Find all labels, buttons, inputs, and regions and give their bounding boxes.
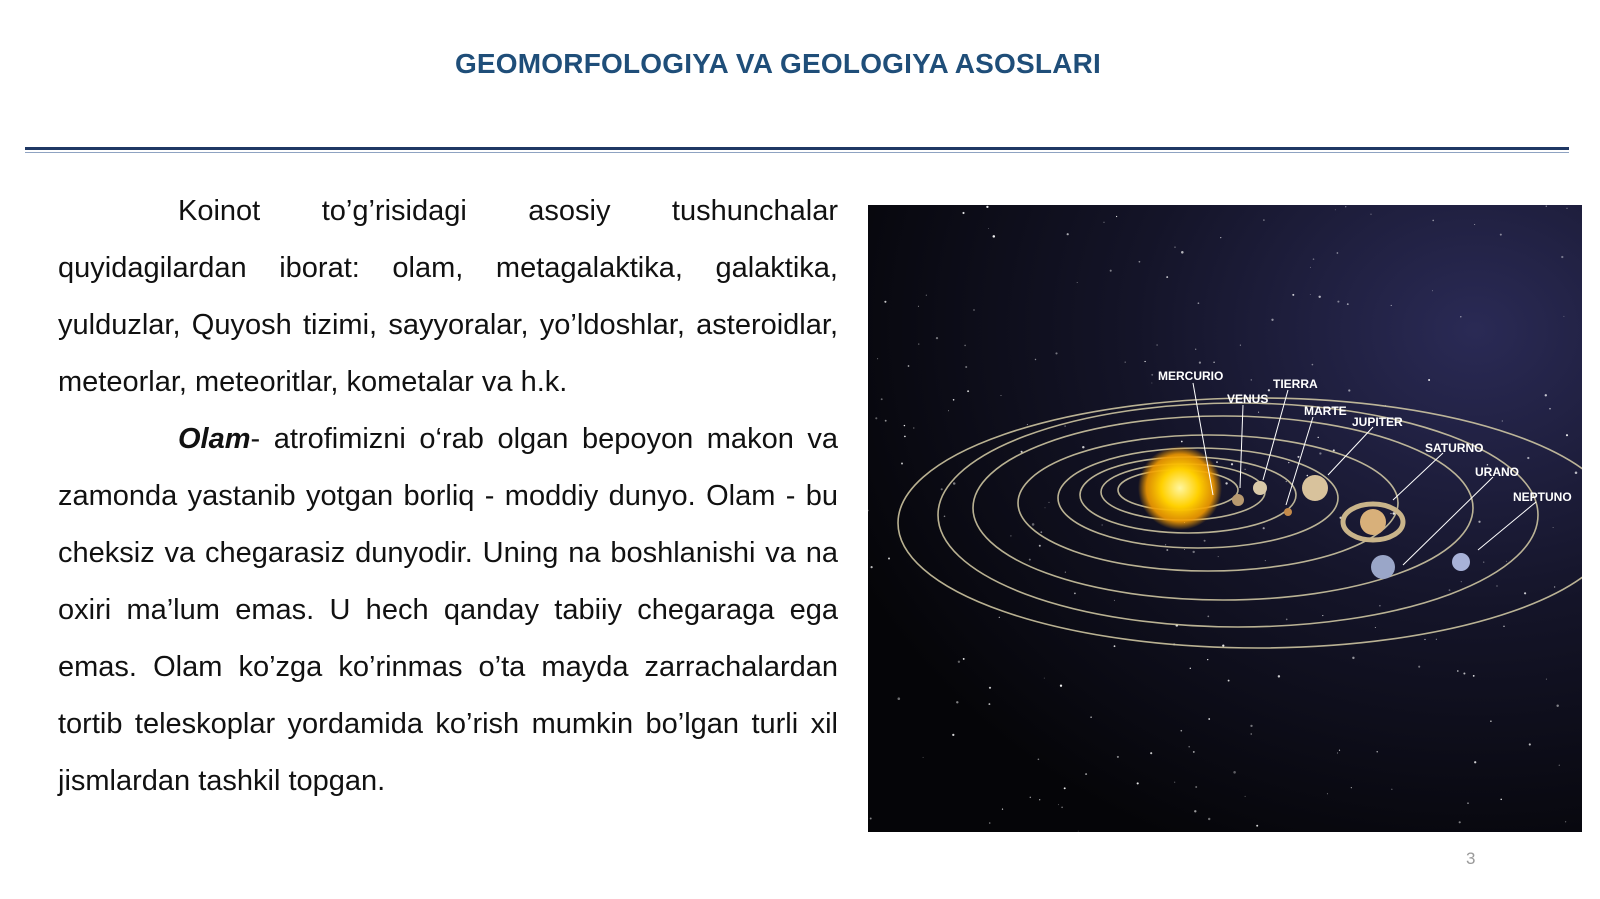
star bbox=[888, 557, 890, 559]
label-urano: URANO bbox=[1475, 465, 1519, 479]
star bbox=[1251, 379, 1252, 380]
star bbox=[1045, 507, 1046, 508]
star bbox=[1184, 549, 1185, 550]
star bbox=[1152, 383, 1153, 384]
star bbox=[1058, 804, 1059, 805]
star bbox=[1490, 721, 1491, 722]
star bbox=[1010, 535, 1011, 536]
star bbox=[1150, 752, 1152, 754]
star bbox=[1478, 521, 1480, 523]
star bbox=[1166, 276, 1168, 278]
star bbox=[1114, 645, 1116, 647]
star bbox=[989, 822, 991, 824]
star bbox=[1459, 821, 1461, 823]
star bbox=[1001, 395, 1002, 396]
star bbox=[1549, 408, 1551, 410]
star bbox=[1391, 305, 1392, 306]
star bbox=[988, 228, 989, 229]
star bbox=[898, 697, 901, 700]
star bbox=[1379, 605, 1380, 606]
star bbox=[1335, 209, 1336, 210]
star bbox=[870, 818, 872, 820]
star bbox=[1503, 626, 1504, 627]
star bbox=[1292, 294, 1294, 296]
star bbox=[1207, 659, 1208, 660]
star bbox=[956, 701, 958, 703]
sun-icon bbox=[1138, 446, 1222, 530]
star bbox=[1310, 294, 1311, 295]
star bbox=[1067, 233, 1069, 235]
star bbox=[1166, 549, 1168, 551]
star bbox=[1306, 475, 1308, 477]
star bbox=[1175, 247, 1176, 248]
star bbox=[1500, 234, 1502, 236]
star bbox=[1347, 303, 1349, 305]
star bbox=[953, 399, 955, 401]
star bbox=[1268, 389, 1270, 391]
star bbox=[958, 661, 960, 663]
star bbox=[1190, 668, 1191, 669]
star bbox=[1312, 364, 1314, 366]
star bbox=[1288, 462, 1289, 463]
star bbox=[1174, 782, 1175, 783]
label-jupiter: JUPITER bbox=[1352, 415, 1403, 429]
star bbox=[1473, 675, 1475, 677]
star bbox=[1496, 585, 1497, 586]
star bbox=[923, 757, 924, 758]
star bbox=[1039, 799, 1040, 800]
star bbox=[1375, 627, 1376, 628]
star bbox=[1297, 456, 1299, 458]
star bbox=[1245, 469, 1246, 470]
star bbox=[1188, 746, 1190, 748]
star bbox=[1207, 616, 1209, 618]
star bbox=[884, 301, 886, 303]
star bbox=[1474, 224, 1475, 225]
venus-planet-icon bbox=[1253, 481, 1267, 495]
star bbox=[1524, 592, 1526, 594]
star bbox=[871, 566, 873, 568]
star bbox=[1563, 316, 1564, 317]
star bbox=[1049, 502, 1050, 503]
star bbox=[1460, 316, 1461, 317]
star bbox=[1449, 589, 1451, 591]
title-divider bbox=[25, 147, 1569, 150]
star bbox=[1559, 765, 1560, 766]
star bbox=[1077, 282, 1078, 283]
slide-title: GEOMORFOLOGIYA VA GEOLOGIYA ASOSLARI bbox=[454, 48, 1102, 79]
neptune-planet-icon bbox=[1452, 553, 1470, 571]
star bbox=[1263, 219, 1264, 220]
star bbox=[1065, 572, 1066, 573]
star bbox=[1256, 825, 1258, 827]
star bbox=[1258, 412, 1259, 413]
star bbox=[1225, 482, 1227, 484]
star bbox=[1506, 561, 1507, 562]
star bbox=[1565, 821, 1566, 822]
star bbox=[1030, 797, 1031, 798]
star bbox=[1044, 678, 1045, 679]
star bbox=[1337, 301, 1339, 303]
star bbox=[1222, 644, 1224, 646]
star bbox=[1139, 261, 1141, 263]
star bbox=[904, 436, 906, 438]
star bbox=[1554, 586, 1555, 587]
star bbox=[1194, 810, 1196, 812]
label-saturno: SATURNO bbox=[1425, 441, 1484, 455]
star bbox=[1144, 361, 1145, 362]
star bbox=[1391, 789, 1392, 790]
star bbox=[941, 488, 943, 490]
star bbox=[1436, 639, 1437, 640]
star bbox=[918, 344, 919, 345]
star bbox=[1561, 256, 1563, 258]
star bbox=[1545, 394, 1547, 396]
star bbox=[1029, 559, 1031, 561]
star bbox=[868, 510, 869, 512]
star bbox=[1181, 441, 1183, 443]
star bbox=[1376, 751, 1377, 752]
star bbox=[1204, 540, 1206, 542]
star bbox=[918, 306, 919, 307]
star bbox=[1474, 761, 1476, 763]
star bbox=[999, 617, 1000, 618]
star bbox=[989, 687, 991, 689]
star bbox=[1529, 743, 1531, 745]
star bbox=[1125, 361, 1126, 362]
star bbox=[993, 235, 996, 238]
star bbox=[948, 410, 949, 411]
paragraph-koinot: Koinot to’g’risidagi asosiy tushunchalar quyidagilardan iborat: olam, metagalaktika, galaktika, yulduzlar, Quyosh tizimi, sayyoralar, yo’ldoshlar, asteroidlar, meteorlar, meteoritlar, kometalar va h.k. bbox=[58, 195, 838, 398]
solar-system-image bbox=[868, 205, 1582, 832]
star bbox=[904, 425, 905, 426]
star bbox=[952, 734, 954, 736]
star bbox=[908, 365, 910, 367]
star bbox=[1116, 216, 1117, 217]
star bbox=[1192, 551, 1194, 553]
star bbox=[1463, 672, 1465, 674]
star bbox=[1195, 786, 1197, 788]
star bbox=[1040, 531, 1042, 533]
star bbox=[1467, 802, 1469, 804]
body-text bbox=[58, 183, 838, 810]
star bbox=[936, 337, 938, 339]
star bbox=[1078, 831, 1079, 832]
saturn-planet-icon bbox=[1343, 504, 1403, 540]
star bbox=[926, 295, 927, 296]
star bbox=[1345, 206, 1346, 207]
star bbox=[1337, 252, 1339, 254]
star bbox=[1310, 267, 1311, 268]
olam-definition: - atrofimizni o‘rab olgan bepoyon makon va zamonda yastanib yotgan borliq - moddiy dunyo. Olam - bu cheksiz va chegarasiz dunyodir. Uning na boshlanishi va na oxiri ma’lum emas. U hech qanday tabiiy chegaraga ega emas. Olam ko’zga ko’rinmas o’ta mayda zarrachalardan tortib teleskoplar yordamida ko’rish mumkin bo’lgan turli xil jismlardan tashkil topgan. bbox=[58, 423, 838, 797]
label-tierra: TIERRA bbox=[1273, 377, 1318, 391]
star bbox=[1213, 361, 1215, 363]
star bbox=[1313, 258, 1315, 260]
star bbox=[1271, 319, 1273, 321]
star bbox=[1461, 581, 1462, 582]
star bbox=[1199, 362, 1201, 364]
star bbox=[965, 366, 967, 368]
label-venus: VENUS bbox=[1227, 392, 1269, 406]
star bbox=[1027, 424, 1028, 425]
star bbox=[1263, 527, 1265, 529]
star bbox=[1082, 446, 1084, 448]
star bbox=[881, 398, 883, 400]
star bbox=[1193, 751, 1195, 753]
star bbox=[1180, 730, 1182, 732]
star bbox=[1418, 666, 1420, 668]
star bbox=[1351, 787, 1352, 788]
star bbox=[967, 390, 969, 392]
star bbox=[1424, 639, 1425, 640]
star bbox=[1002, 808, 1003, 809]
star bbox=[1546, 206, 1547, 207]
jupiter-planet-icon bbox=[1302, 475, 1328, 501]
star bbox=[1165, 544, 1166, 545]
star bbox=[1228, 680, 1230, 682]
label-neptuno: NEPTUNO bbox=[1513, 490, 1572, 504]
paragraph-olam bbox=[58, 411, 838, 810]
term-olam: Olam bbox=[178, 423, 251, 455]
star bbox=[1250, 725, 1252, 727]
star bbox=[1233, 771, 1236, 774]
star bbox=[1032, 523, 1035, 526]
star bbox=[1556, 705, 1558, 707]
star bbox=[1278, 675, 1280, 677]
star bbox=[1064, 425, 1065, 426]
star bbox=[1114, 600, 1115, 601]
star bbox=[1546, 679, 1547, 680]
star bbox=[1319, 452, 1321, 454]
star bbox=[901, 462, 903, 464]
star bbox=[1104, 222, 1105, 223]
star bbox=[1110, 270, 1112, 272]
star bbox=[1428, 379, 1430, 381]
star bbox=[1390, 513, 1391, 514]
star bbox=[1553, 527, 1554, 528]
star bbox=[1085, 773, 1087, 775]
star bbox=[1575, 472, 1578, 475]
star bbox=[1432, 290, 1433, 291]
label-mercurio: MERCURIO bbox=[1158, 369, 1224, 383]
star bbox=[875, 417, 877, 419]
mars-planet-icon bbox=[1284, 508, 1292, 516]
star bbox=[1195, 349, 1196, 350]
star bbox=[962, 212, 964, 214]
star bbox=[1352, 657, 1354, 659]
star bbox=[1339, 750, 1340, 751]
title-divider-thin bbox=[25, 152, 1569, 153]
star bbox=[1055, 352, 1057, 354]
star bbox=[1265, 560, 1266, 561]
star bbox=[1322, 615, 1323, 616]
star bbox=[988, 703, 990, 705]
mercury-planet-icon bbox=[1232, 494, 1244, 506]
star bbox=[1218, 556, 1219, 557]
star bbox=[1240, 345, 1241, 346]
star bbox=[1500, 799, 1501, 800]
star bbox=[963, 658, 965, 660]
uranus-planet-icon bbox=[1371, 555, 1395, 579]
star bbox=[1502, 420, 1503, 421]
star bbox=[973, 309, 974, 310]
star bbox=[1251, 733, 1252, 734]
star bbox=[1181, 251, 1184, 254]
star bbox=[1318, 296, 1320, 298]
star bbox=[1038, 758, 1040, 760]
star bbox=[1060, 685, 1062, 687]
star bbox=[1064, 787, 1066, 789]
star bbox=[944, 516, 946, 518]
star bbox=[1483, 561, 1484, 562]
star bbox=[964, 345, 966, 347]
star bbox=[885, 420, 887, 422]
orbits bbox=[898, 398, 1582, 648]
star bbox=[953, 482, 956, 485]
star bbox=[1039, 545, 1041, 547]
star bbox=[1432, 220, 1434, 222]
star bbox=[1090, 716, 1092, 718]
star bbox=[1337, 752, 1338, 753]
star bbox=[1231, 463, 1233, 465]
star bbox=[1074, 593, 1076, 595]
star bbox=[1035, 359, 1036, 360]
label-marte: MARTE bbox=[1304, 404, 1347, 418]
star bbox=[1457, 670, 1459, 672]
star bbox=[1061, 807, 1063, 809]
star bbox=[1102, 525, 1103, 526]
star bbox=[1286, 619, 1288, 621]
star bbox=[1286, 481, 1287, 482]
star bbox=[1220, 237, 1221, 238]
star bbox=[1117, 756, 1119, 758]
star bbox=[913, 427, 914, 428]
star bbox=[986, 206, 988, 208]
star bbox=[877, 358, 878, 359]
star bbox=[1527, 457, 1529, 459]
star bbox=[1348, 389, 1350, 391]
star bbox=[1245, 796, 1246, 797]
star bbox=[1151, 374, 1153, 376]
star bbox=[1208, 818, 1210, 820]
star bbox=[1137, 782, 1139, 784]
star bbox=[1198, 302, 1200, 304]
star bbox=[1327, 793, 1328, 794]
star bbox=[1318, 437, 1319, 438]
star bbox=[1216, 461, 1218, 463]
star bbox=[1566, 434, 1568, 436]
star bbox=[1567, 208, 1568, 209]
star bbox=[1156, 344, 1158, 346]
star bbox=[1370, 214, 1371, 215]
star bbox=[1208, 718, 1210, 720]
page-number: 3 bbox=[1466, 849, 1476, 868]
